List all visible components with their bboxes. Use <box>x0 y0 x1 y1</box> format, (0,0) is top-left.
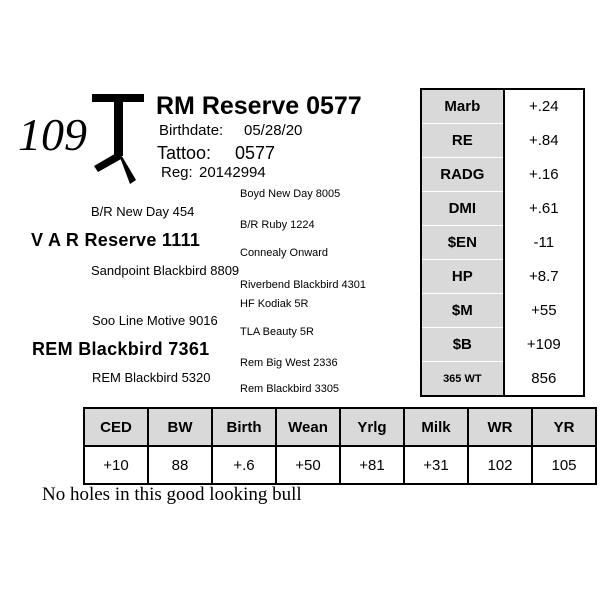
epd-bottom-value: 102 <box>468 446 532 484</box>
epd-right-row <box>421 294 584 328</box>
pedigree-dam: REM Blackbird 7361 <box>32 339 210 359</box>
epd-value: +.61 <box>504 192 584 226</box>
epd-header: Milk <box>404 408 468 446</box>
tattoo-value: 0577 <box>235 143 276 163</box>
epd-bottom-value: +.6 <box>212 446 276 484</box>
epd-right-row <box>421 124 584 158</box>
pedigree-dam-dam: REM Blackbird 5320 <box>92 370 211 385</box>
epd-value: +8.7 <box>504 260 584 294</box>
epd-bottom-value: 105 <box>532 446 596 484</box>
epd-header: Birth <box>212 408 276 446</box>
epd-right-table <box>420 88 585 397</box>
epd-label: HP <box>421 260 504 294</box>
epd-label: $B <box>421 328 504 362</box>
epd-right-row <box>421 226 584 260</box>
epd-header: WR <box>468 408 532 446</box>
epd-label: DMI <box>421 192 504 226</box>
pedigree-boyd: Boyd New Day 8005 <box>240 188 341 200</box>
epd-right-row <box>421 158 584 192</box>
epd-value: +.24 <box>504 89 584 124</box>
epd-value: 856 <box>504 362 584 397</box>
birthdate-value: 05/28/20 <box>244 122 303 139</box>
epd-bottom-value: 88 <box>148 446 212 484</box>
pedigree-connealy: Connealy Onward <box>240 247 329 259</box>
reg-value: 20142994 <box>199 164 266 181</box>
epd-label: $EN <box>421 226 504 260</box>
epd-right-row <box>421 192 584 226</box>
epd-label: 365 WT <box>421 362 504 397</box>
animal-name: RM Reserve 0577 <box>156 92 362 120</box>
remark-text: No holes in this good looking bull <box>42 484 302 505</box>
birthdate-label: Birthdate: <box>159 122 224 139</box>
epd-label: $M <box>421 294 504 328</box>
epd-right-row <box>421 89 584 124</box>
pedigree-sire: V A R Reserve 1111 <box>31 230 201 250</box>
epd-bottom-value: +50 <box>276 446 340 484</box>
epd-bottom-table <box>83 407 597 485</box>
pedigree-riverbend: Riverbend Blackbird 4301 <box>240 279 366 291</box>
pedigree-bigwest: Rem Big West 2336 <box>240 357 338 369</box>
epd-value: -11 <box>504 226 584 260</box>
epd-label: RE <box>421 124 504 158</box>
epd-header: BW <box>148 408 212 446</box>
epd-right-row <box>421 260 584 294</box>
epd-header: CED <box>84 408 148 446</box>
epd-value: +55 <box>504 294 584 328</box>
brand-icon <box>88 92 158 192</box>
epd-right-row <box>421 362 584 397</box>
lot-number: 109 <box>18 109 87 160</box>
pedigree-sire-dam: Sandpoint Blackbird 8809 <box>91 263 240 278</box>
epd-bottom-value: +81 <box>340 446 404 484</box>
epd-header: YR <box>532 408 596 446</box>
reg-label: Reg: <box>161 164 193 181</box>
epd-value: +.16 <box>504 158 584 192</box>
epd-bottom-value: +31 <box>404 446 468 484</box>
epd-label: Marb <box>421 89 504 124</box>
pedigree-kodiak: HF Kodiak 5R <box>240 298 309 310</box>
epd-right-row <box>421 328 584 362</box>
tattoo-label: Tattoo: <box>157 143 212 163</box>
epd-value: +109 <box>504 328 584 362</box>
epd-bottom-header-row <box>84 408 596 446</box>
pedigree-ruby: B/R Ruby 1224 <box>240 219 315 231</box>
epd-bottom-value: +10 <box>84 446 148 484</box>
pedigree-tla: TLA Beauty 5R <box>240 326 314 338</box>
epd-header: Yrlg <box>340 408 404 446</box>
pedigree-sire-sire: B/R New Day 454 <box>91 204 195 219</box>
epd-value: +.84 <box>504 124 584 158</box>
pedigree-dam-sire: Soo Line Motive 9016 <box>92 313 218 328</box>
pedigree-rem3305: Rem Blackbird 3305 <box>240 383 340 395</box>
epd-label: RADG <box>421 158 504 192</box>
epd-header: Wean <box>276 408 340 446</box>
epd-bottom-value-row <box>84 446 596 484</box>
